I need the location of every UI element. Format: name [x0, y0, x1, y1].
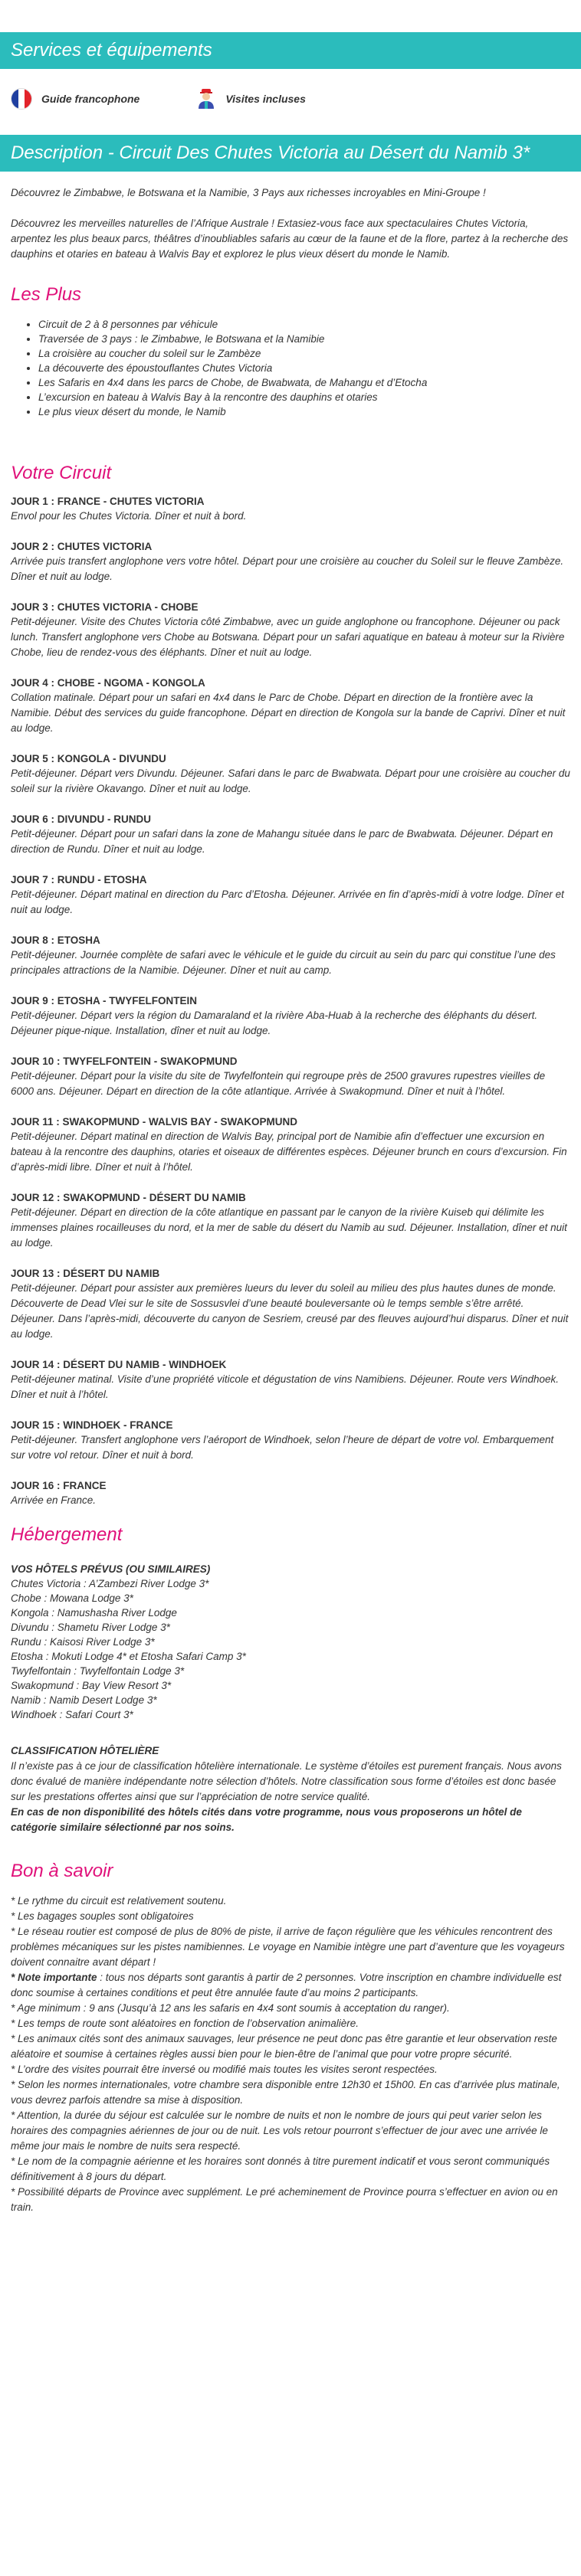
day-title: JOUR 7 : RUNDU - ETOSHA: [11, 874, 147, 885]
day-title: JOUR 6 : DIVUNDU - RUNDU: [11, 813, 152, 825]
itinerary-day: [11, 1478, 570, 1508]
note-text: * Les animaux cités sont des animaux sauvages, leur présence ne peut donc pas être garantie et leur observation reste aléatoire et soumise à certaines règles aussi bien pour le bien-être de l’animal que pour votre propre sécurité.: [11, 2033, 557, 2060]
itinerary-day: [11, 872, 570, 918]
hotel-item: Windhoek : Safari Court 3*: [11, 1709, 133, 1720]
itinerary-day: [11, 933, 570, 978]
note-text: * Age minimum : 9 ans (Jusqu’à 12 ans les safaris en 4x4 sont soumis à acceptation du ranger).: [11, 2002, 450, 2014]
classification-title: CLASSIFICATION HÔTELIÈRE: [11, 1745, 159, 1756]
day-title: JOUR 8 : ETOSHA: [11, 934, 100, 946]
tour-guide-icon: [196, 88, 216, 110]
intro-paragraph: Découvrez les merveilles naturelles de l’Afrique Australe ! Extasiez-vous face aux spectaculaires Chutes Victoria, arpentez les plus beaux parcs, théâtres d’inoubliables safaris au cœur de la faune et de la flore, partez à la recherche des dauphins et otaries en bateau à Walvis Bay et explorez le plus vieux désert du monde le Namib.: [11, 218, 569, 260]
intro-paragraph: Découvrez le Zimbabwe, le Botswana et la Namibie, 3 Pays aux richesses incroyables en Mini-Groupe !: [11, 187, 486, 198]
day-description: Petit-déjeuner. Départ vers la région du Damaraland et la rivière Aba-Huab à la recherche des éléphants du désert. Déjeuner pique-nique. Installation, dîner et nuit au lodge.: [11, 1010, 538, 1036]
list-item: • L’excursion en bateau à Walvis Bay à la rencontre des dauphins et otaries: [38, 390, 570, 404]
day-description: Petit-déjeuner. Journée complète de safari avec le véhicule et le guide du circuit au sein du parc qui constitue l’une des principales attractions de la Namibie. Déjeuner. Dîner et nuit au camp.: [11, 949, 556, 976]
note-item: [11, 2185, 570, 2215]
note-text: * Possibilité départs de Province avec supplément. Le pré acheminement de Province pourra s’effectuer en avion ou en train.: [11, 2186, 558, 2213]
itinerary-day: [11, 539, 570, 584]
itinerary-day: [11, 812, 570, 857]
itinerary-day: [11, 1115, 570, 1175]
note-text: : tous nos départs sont garantis à partir de 2 personnes. Votre inscription en chambre individuelle est donc soumise à certaines conditions et peut être annulée faute d’au moins 2 participants.: [11, 1972, 562, 1998]
day-title: JOUR 16 : FRANCE: [11, 1480, 107, 1491]
note-text: * L’ordre des visites pourrait être inversé ou modifié mais toutes les visites seront respectées.: [11, 2064, 438, 2075]
hotels-subtitle: VOS HÔTELS PRÉVUS (OU SIMILAIRES): [11, 1563, 211, 1575]
note-item: [11, 1909, 570, 1924]
day-description: Arrivée puis transfert anglophone vers votre hôtel. Départ pour une croisière au coucher du Soleil sur le fleuve Zambèze. Dîner et nuit au lodge.: [11, 555, 564, 582]
france-flag-icon: [11, 88, 32, 110]
note-item: [11, 2108, 570, 2154]
plus-title: Les Plus: [11, 284, 82, 305]
itinerary-day: [11, 1054, 570, 1099]
note-item: [11, 2077, 570, 2108]
circuit-title: Votre Circuit: [11, 463, 112, 483]
note-text: * Les temps de route sont aléatoires en fonction de l’observation animalière.: [11, 2018, 359, 2029]
list-item: • Circuit de 2 à 8 personnes par véhicule: [38, 317, 570, 332]
list-item: • Le plus vieux désert du monde, le Namib: [38, 404, 570, 419]
note-item: [11, 2154, 570, 2185]
day-description: Petit-déjeuner. Départ pour la visite du site de Twyfelfontein qui regroupe près de 2500 gravures rupestres vieilles de 6000 ans. Déjeuner. Départ en direction de la côte atlantique. Arrivée à Swakopmund. Dîner et nuit à l’hôtel.: [11, 1070, 546, 1097]
day-title: JOUR 12 : SWAKOPMUND - DÉSERT DU NAMIB: [11, 1192, 246, 1203]
note-item: [11, 2062, 570, 2077]
day-description: Petit-déjeuner. Visite des Chutes Victoria côté Zimbabwe, avec un guide anglophone ou francophone. Déjeuner ou pack lunch. Transfert anglophone vers Chobe au Botswana. Départ pour un safari aquatique en bateau à moteur sur la Rivière Chobe, lieu de rendez-vous des éléphants. Dîner et nuit au lodge.: [11, 616, 565, 658]
main-content: [0, 185, 581, 2215]
plus-list: [11, 317, 570, 419]
hotel-item: Divundu : Shametu River Lodge 3*: [11, 1622, 170, 1633]
intro: [11, 185, 570, 262]
day-title: JOUR 2 : CHUTES VICTORIA: [11, 541, 153, 552]
hotel-item: Chutes Victoria : A’Zambezi River Lodge 3*: [11, 1578, 209, 1589]
hotel-item: Twyfelfontain : Twyfelfontain Lodge 3*: [11, 1665, 185, 1677]
hotel-item: Swakopmund : Bay View Resort 3*: [11, 1680, 172, 1691]
hotels-list: [11, 1576, 570, 1722]
note-text: * Les bagages souples sont obligatoires: [11, 1910, 194, 1922]
service-guide-francophone: [11, 88, 140, 110]
hebergement-title: Hébergement: [11, 1524, 123, 1545]
service-label: Guide francophone: [41, 93, 140, 105]
day-title: JOUR 1 : FRANCE - CHUTES VICTORIA: [11, 496, 205, 507]
services-header: Services et équipements: [0, 32, 581, 69]
note-item: [11, 1970, 570, 2001]
description-header: Description - Circuit Des Chutes Victoria au Désert du Namib 3*: [0, 135, 581, 172]
day-description: Petit-déjeuner. Départ pour assister aux premières lueurs du lever du soleil au milieu des plus hautes dunes de monde. Découverte de Dead Vlei sur le site de Sossusvlei d’une beauté bouleversante où le temps semble s’être arrêté. Déjeuner. Dans l’après-midi, découverte du canyon de Sesriem, creusé par des fleuves aujourd’hui disparus. Dîner et nuit au lodge.: [11, 1282, 569, 1340]
itinerary-day: [11, 1357, 570, 1403]
list-item: • La croisière au coucher du soleil sur le Zambèze: [38, 346, 570, 361]
itinerary-day: [11, 1190, 570, 1251]
itinerary-day: [11, 1266, 570, 1342]
note-text: * Attention, la durée du séjour est calculée sur le nombre de nuits et non le nombre de jours qui peut varier selon les horaires des compagnies aériennes de jour ou de nuit. Les vols retour pourront s’effectuer de jour avec une arrivée le même jour mais le nombre de nuits sera respecté.: [11, 2110, 548, 2152]
page: [0, 32, 581, 2215]
itinerary-day: [11, 993, 570, 1039]
hotel-item: Rundu : Kaisosi River Lodge 3*: [11, 1636, 155, 1648]
day-title: JOUR 13 : DÉSERT DU NAMIB: [11, 1268, 160, 1279]
day-description: Petit-déjeuner. Transfert anglophone vers l’aéroport de Windhoek, selon l’heure de départ de votre vol. Embarquement sur votre vol retour. Dîner et nuit à bord.: [11, 1434, 554, 1461]
note-item: [11, 1924, 570, 1970]
hotel-item: Etosha : Mokuti Lodge 4* et Etosha Safari Camp 3*: [11, 1651, 246, 1662]
day-title: JOUR 9 : ETOSHA - TWYFELFONTEIN: [11, 995, 198, 1007]
list-item: • La découverte des époustouflantes Chutes Victoria: [38, 361, 570, 375]
hotel-item: Kongola : Namushasha River Lodge: [11, 1607, 177, 1619]
list-item: • Les Safaris en 4x4 dans les parcs de Chobe, de Bwabwata, de Mahangu et d’Etocha: [38, 375, 570, 390]
itinerary-day: [11, 676, 570, 736]
note-text: * Le réseau routier est composé de plus de 80% de piste, il arrive de façon régulière que les véhicules rencontrent des problèmes mécaniques sur les pistes namibiennes. Le voyage en Namibie intègre une part d’aventure que les voyageurs doivent connaitre avant départ !: [11, 1926, 565, 1968]
services-list: [0, 69, 581, 129]
day-title: JOUR 10 : TWYFELFONTEIN - SWAKOPMUND: [11, 1056, 238, 1067]
note-item: [11, 2031, 570, 2062]
day-title: JOUR 4 : CHOBE - NGOMA - KONGOLA: [11, 677, 205, 689]
day-description: Petit-déjeuner matinal. Visite d’une propriété viticole et dégustation de vins Namibiens. Déjeuner. Route vers Windhoek. Dîner et nuit à l’hôtel.: [11, 1373, 560, 1400]
itinerary: [11, 494, 570, 1508]
day-description: Collation matinale. Départ pour un safari en 4x4 dans le Parc de Chobe. Départ en direction de la frontière avec la Namibie. Début des services du guide francophone. Départ en direction de Kongola sur la bande de Caprivi. Dîner et nuit au lodge.: [11, 692, 566, 734]
day-title: JOUR 5 : KONGOLA - DIVUNDU: [11, 753, 166, 764]
day-title: JOUR 14 : DÉSERT DU NAMIB - WINDHOEK: [11, 1359, 227, 1370]
day-description: Petit-déjeuner. Départ en direction de la côte atlantique en passant par le canyon de la rivière Kuiseb qui délimite les immenses plaines rocailleuses du nord, et la mer de sable du désert du Namib au sud. Déjeuner. Installation, dîner et nuit au lodge.: [11, 1206, 567, 1249]
bon-a-savoir-title: Bon à savoir: [11, 1861, 113, 1881]
itinerary-day: [11, 1418, 570, 1463]
itinerary-day: [11, 494, 570, 524]
note-text: * Le rythme du circuit est relativement soutenu.: [11, 1895, 227, 1907]
note-item: [11, 2001, 570, 2016]
day-description: Petit-déjeuner. Départ vers Divundu. Déjeuner. Safari dans le parc de Bwabwata. Départ pour une croisière au coucher du soleil sur la rivière Okavango. Dîner et nuit au lodge.: [11, 768, 570, 794]
service-label: Visites incluses: [225, 93, 306, 105]
day-title: JOUR 11 : SWAKOPMUND - WALVIS BAY - SWAKOPMUND: [11, 1116, 298, 1128]
hotel-item: Namib : Namib Desert Lodge 3*: [11, 1694, 157, 1706]
day-description: Petit-déjeuner. Départ matinal en direction du Parc d’Etosha. Déjeuner. Arrivée en fin d’après-midi à votre lodge. Dîner et nuit au lodge.: [11, 889, 564, 915]
day-description: Envol pour les Chutes Victoria. Dîner et nuit à bord.: [11, 510, 247, 522]
list-item: • Traversée de 3 pays : le Zimbabwe, le Botswana et la Namibie: [38, 332, 570, 346]
day-description: Arrivée en France.: [11, 1494, 97, 1506]
notes-list: [11, 1894, 570, 2215]
note-text: * Le nom de la compagnie aérienne et les horaires sont donnés à titre purement indicatif et vous seront communiqués définitivement à 8 jours du départ.: [11, 2155, 550, 2182]
note-item: [11, 1894, 570, 1909]
day-title: JOUR 3 : CHUTES VICTORIA - CHOBE: [11, 601, 199, 613]
classification-note: En cas de non disponibilité des hôtels cités dans votre programme, nous vous proposerons un hôtel de catégorie similaire sélectionné par nos soins.: [11, 1806, 522, 1833]
itinerary-day: [11, 600, 570, 660]
note-emphasis: * Note importante: [11, 1972, 97, 1983]
day-description: Petit-déjeuner. Départ pour un safari dans la zone de Mahangu située dans le parc de Bwabwata. Déjeuner. Départ en direction de Rundu. Dîner et nuit au lodge.: [11, 828, 553, 855]
note-item: [11, 2016, 570, 2031]
day-title: JOUR 15 : WINDHOEK - FRANCE: [11, 1419, 173, 1431]
note-text: * Selon les normes internationales, votre chambre sera disponible entre 12h30 et 15h00. En cas d’arrivée plus matinale, vous devrez parfois attendre sa mise à disposition.: [11, 2079, 560, 2106]
itinerary-day: [11, 751, 570, 797]
service-visites-incluses: [196, 88, 306, 110]
day-description: Petit-déjeuner. Départ matinal en direction de Walvis Bay, principal port de Namibie afin d’effectuer une excursion en bateau à la rencontre des dauphins, otaries et oiseaux de différentes espèces. Déjeuner brunch en cours d’excursion. Fin d’après-midi libre. Dîner et nuit à l’hôtel.: [11, 1131, 567, 1173]
classification-text: Il n’existe pas à ce jour de classification hôtelière internationale. Le système d’étoiles est purement français. Nous avons donc évalué de manière indépendante notre sélection d’hôtels. Notre classification sous forme d’étoiles est donc basée sur les prestations offertes ainsi que sur l’appréciation de notre service qualité.: [11, 1760, 562, 1802]
hotel-item: Chobe : Mowana Lodge 3*: [11, 1592, 133, 1604]
